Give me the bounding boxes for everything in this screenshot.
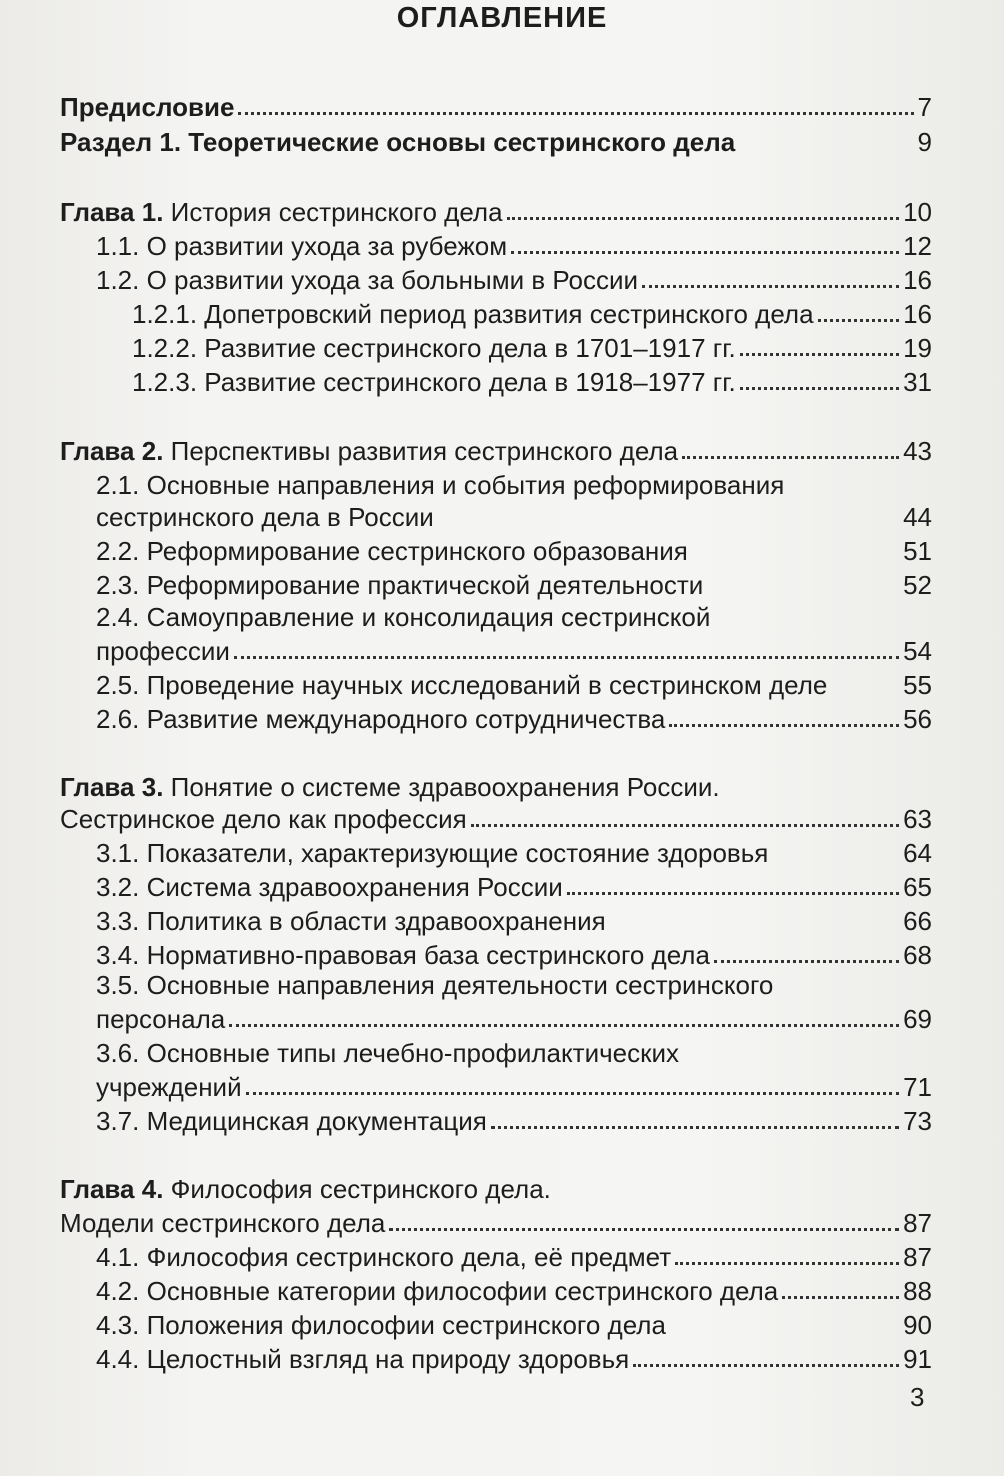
toc-entry-title: Модели сестринского дела [60, 1208, 386, 1238]
toc-entry[interactable] [96, 498, 932, 532]
toc-entry-page: 65 [903, 872, 932, 902]
toc-entry-page: 10 [903, 197, 932, 227]
page-number: 3 [910, 1382, 925, 1412]
toc-entry-title: Перспективы развития сестринского дела [163, 436, 679, 466]
leader-dots [818, 318, 900, 322]
toc-entry-page: 63 [903, 804, 932, 834]
toc-chapter[interactable] [60, 1204, 932, 1238]
leader-dots [675, 1261, 899, 1265]
toc-entry[interactable] [96, 566, 932, 600]
toc-entry-page: 69 [903, 1004, 932, 1034]
leader-dots [714, 959, 899, 963]
chapter-number: Глава 1. [60, 197, 164, 227]
toc-entry-page: 19 [903, 333, 932, 363]
toc-entry[interactable] [96, 1102, 932, 1136]
toc-entry-title-line1: 2.4. Самоуправление и консолидация сестринской [96, 602, 711, 632]
toc-entry-title: 1.2. О развитии ухода за больными в России [96, 265, 639, 295]
leader-dots [567, 891, 899, 895]
toc-entry-title-line1: 3.6. Основные типы лечебно-профилактических [96, 1038, 679, 1068]
toc-entry-title: Раздел 1. Теоретические основы сестринского дела [60, 127, 736, 157]
toc-entry-title: 1.2.3. Развитие сестринского дела в 1918–1977 гг. [132, 367, 736, 397]
leader-dots [739, 146, 913, 150]
toc-entry-title: 3.2. Система здравоохранения России [96, 872, 563, 902]
toc-entry-title: 4.2. Основные категории философии сестринского дела [96, 1276, 779, 1306]
toc-entry[interactable] [96, 1272, 932, 1306]
toc-entry[interactable] [96, 1340, 932, 1374]
toc-entry[interactable] [132, 363, 932, 397]
leader-dots [670, 1329, 899, 1333]
leader-dots [238, 111, 913, 115]
toc-entry-title-line1: Философия сестринского дела. [163, 1174, 551, 1204]
toc-entry[interactable] [96, 532, 932, 566]
toc-entry-page: 88 [903, 1276, 932, 1306]
toc-entry[interactable] [60, 123, 932, 157]
toc-entry-page: 16 [903, 299, 932, 329]
toc-entry-title-line1: 2.1. Основные направления и события реформирования [96, 470, 785, 500]
toc-entry-page: 55 [903, 670, 932, 700]
toc-entry[interactable] [96, 936, 932, 970]
toc-entry-title: 2.5. Проведение научных исследований в сестринском деле [96, 670, 828, 700]
toc-entry-page: 64 [903, 838, 932, 868]
toc-entry[interactable] [96, 1238, 932, 1272]
toc-entry-title: 2.3. Реформирование практической деятельности [96, 570, 704, 600]
toc-entry-title: персонала [96, 1004, 226, 1034]
chapter-number: Глава 4. [60, 1174, 164, 1204]
leader-dots [234, 655, 899, 659]
toc-entry-page: 73 [903, 1106, 932, 1136]
toc-entry-page: 51 [903, 536, 932, 566]
toc-entry-title: 4.1. Философия сестринского дела, её предмет [96, 1242, 672, 1272]
toc-entry-page: 87 [903, 1242, 932, 1272]
toc-entry-page: 91 [903, 1344, 932, 1374]
toc-entry-page: 12 [903, 231, 932, 261]
leader-dots [831, 689, 899, 693]
leader-dots [246, 1091, 899, 1095]
toc-entry-page: 54 [903, 636, 932, 666]
toc-entry-page: 9 [917, 127, 932, 157]
toc-entry[interactable] [96, 834, 932, 868]
toc-entry-title: 2.6. Развитие международного сотрудничества [96, 704, 666, 734]
toc-entry-title: 3.1. Показатели, характеризующие состояние здоровья [96, 838, 769, 868]
toc-entry[interactable] [132, 329, 932, 363]
leader-dots [669, 723, 899, 727]
toc-entry-page: 71 [903, 1072, 932, 1102]
toc-entry-title: 1.1. О развитии ухода за рубежом [96, 231, 508, 261]
toc-entry[interactable] [96, 868, 932, 902]
toc-entry-page: 31 [903, 367, 932, 397]
toc-entry-title: 3.4. Нормативно-правовая база сестринского дела [96, 940, 710, 970]
toc-entry[interactable] [96, 227, 932, 261]
leader-dots [633, 1363, 899, 1367]
leader-dots [610, 925, 899, 929]
toc-entry[interactable] [96, 902, 932, 936]
leader-dots [511, 250, 899, 254]
toc-entry-page: 90 [903, 1310, 932, 1340]
leader-dots [740, 352, 899, 356]
toc-heading: ОГЛАВЛЕНИЕ [396, 2, 608, 34]
leader-dots [772, 857, 899, 861]
toc-entry-page: 52 [903, 570, 932, 600]
toc-entry-title: профессии [96, 636, 230, 666]
toc-entry-page: 87 [903, 1208, 932, 1238]
toc-entry[interactable] [96, 1000, 932, 1034]
toc-entry[interactable] [96, 1306, 932, 1340]
toc-chapter[interactable] [60, 432, 932, 466]
toc-chapter-line1 [60, 1174, 551, 1204]
leader-dots [389, 1227, 899, 1231]
toc-entry-title: сестринского дела в России [96, 502, 434, 532]
toc-entry[interactable] [132, 295, 932, 329]
toc-entry-title: учреждений [96, 1072, 242, 1102]
toc-entry-title: 4.4. Целостный взгляд на природу здоровья [96, 1344, 630, 1374]
leader-dots [782, 1295, 899, 1299]
toc-entry[interactable] [96, 1068, 932, 1102]
toc-entry-title-line1: Понятие о системе здравоохранения России. [163, 772, 720, 802]
toc-chapter-line1 [60, 772, 720, 802]
toc-entry[interactable] [96, 666, 932, 700]
leader-dots [642, 284, 899, 288]
toc-entry-title: 3.3. Политика в области здравоохранения [96, 906, 606, 936]
toc-entry-title: 2.2. Реформирование сестринского образования [96, 536, 688, 566]
toc-entry-title: Предисловие [60, 92, 235, 122]
toc-entry-title: История сестринского дела [163, 197, 503, 227]
toc-entry-title: 4.3. Положения философии сестринского дела [96, 1310, 666, 1340]
toc-entry[interactable] [60, 88, 932, 122]
toc-entry-page: 68 [903, 940, 932, 970]
toc-entry-title-line1: 3.5. Основные направления деятельности сестринского [96, 970, 774, 1000]
leader-dots [692, 555, 899, 559]
toc-entry[interactable] [96, 700, 932, 734]
chapter-number: Глава 2. [60, 436, 164, 466]
chapter-number: Глава 3. [60, 772, 164, 802]
leader-dots [471, 823, 899, 827]
toc-entry[interactable] [96, 632, 932, 666]
toc-entry-title: 3.7. Медицинская документация [96, 1106, 487, 1136]
toc-entry-title: 1.2.2. Развитие сестринского дела в 1701–1917 гг. [132, 333, 736, 363]
toc-entry-page: 7 [917, 92, 932, 122]
toc-entry[interactable] [96, 261, 932, 295]
leader-dots [229, 1023, 899, 1027]
toc-entry-page: 66 [903, 906, 932, 936]
toc-entry-page: 16 [903, 265, 932, 295]
leader-dots [740, 386, 899, 390]
leader-dots [682, 455, 899, 459]
toc-entry-title: Сестринское дело как профессия [60, 804, 467, 834]
leader-dots [707, 589, 899, 593]
leader-dots [438, 521, 899, 525]
toc-entry-title: 1.2.1. Допетровский период развития сестринского дела [132, 299, 814, 329]
leader-dots [507, 216, 900, 220]
toc-chapter[interactable] [60, 193, 932, 227]
toc-chapter[interactable] [60, 800, 932, 834]
leader-dots [491, 1125, 899, 1129]
toc-entry-page: 43 [903, 436, 932, 466]
toc-entry-page: 44 [903, 502, 932, 532]
toc-entry-page: 56 [903, 704, 932, 734]
